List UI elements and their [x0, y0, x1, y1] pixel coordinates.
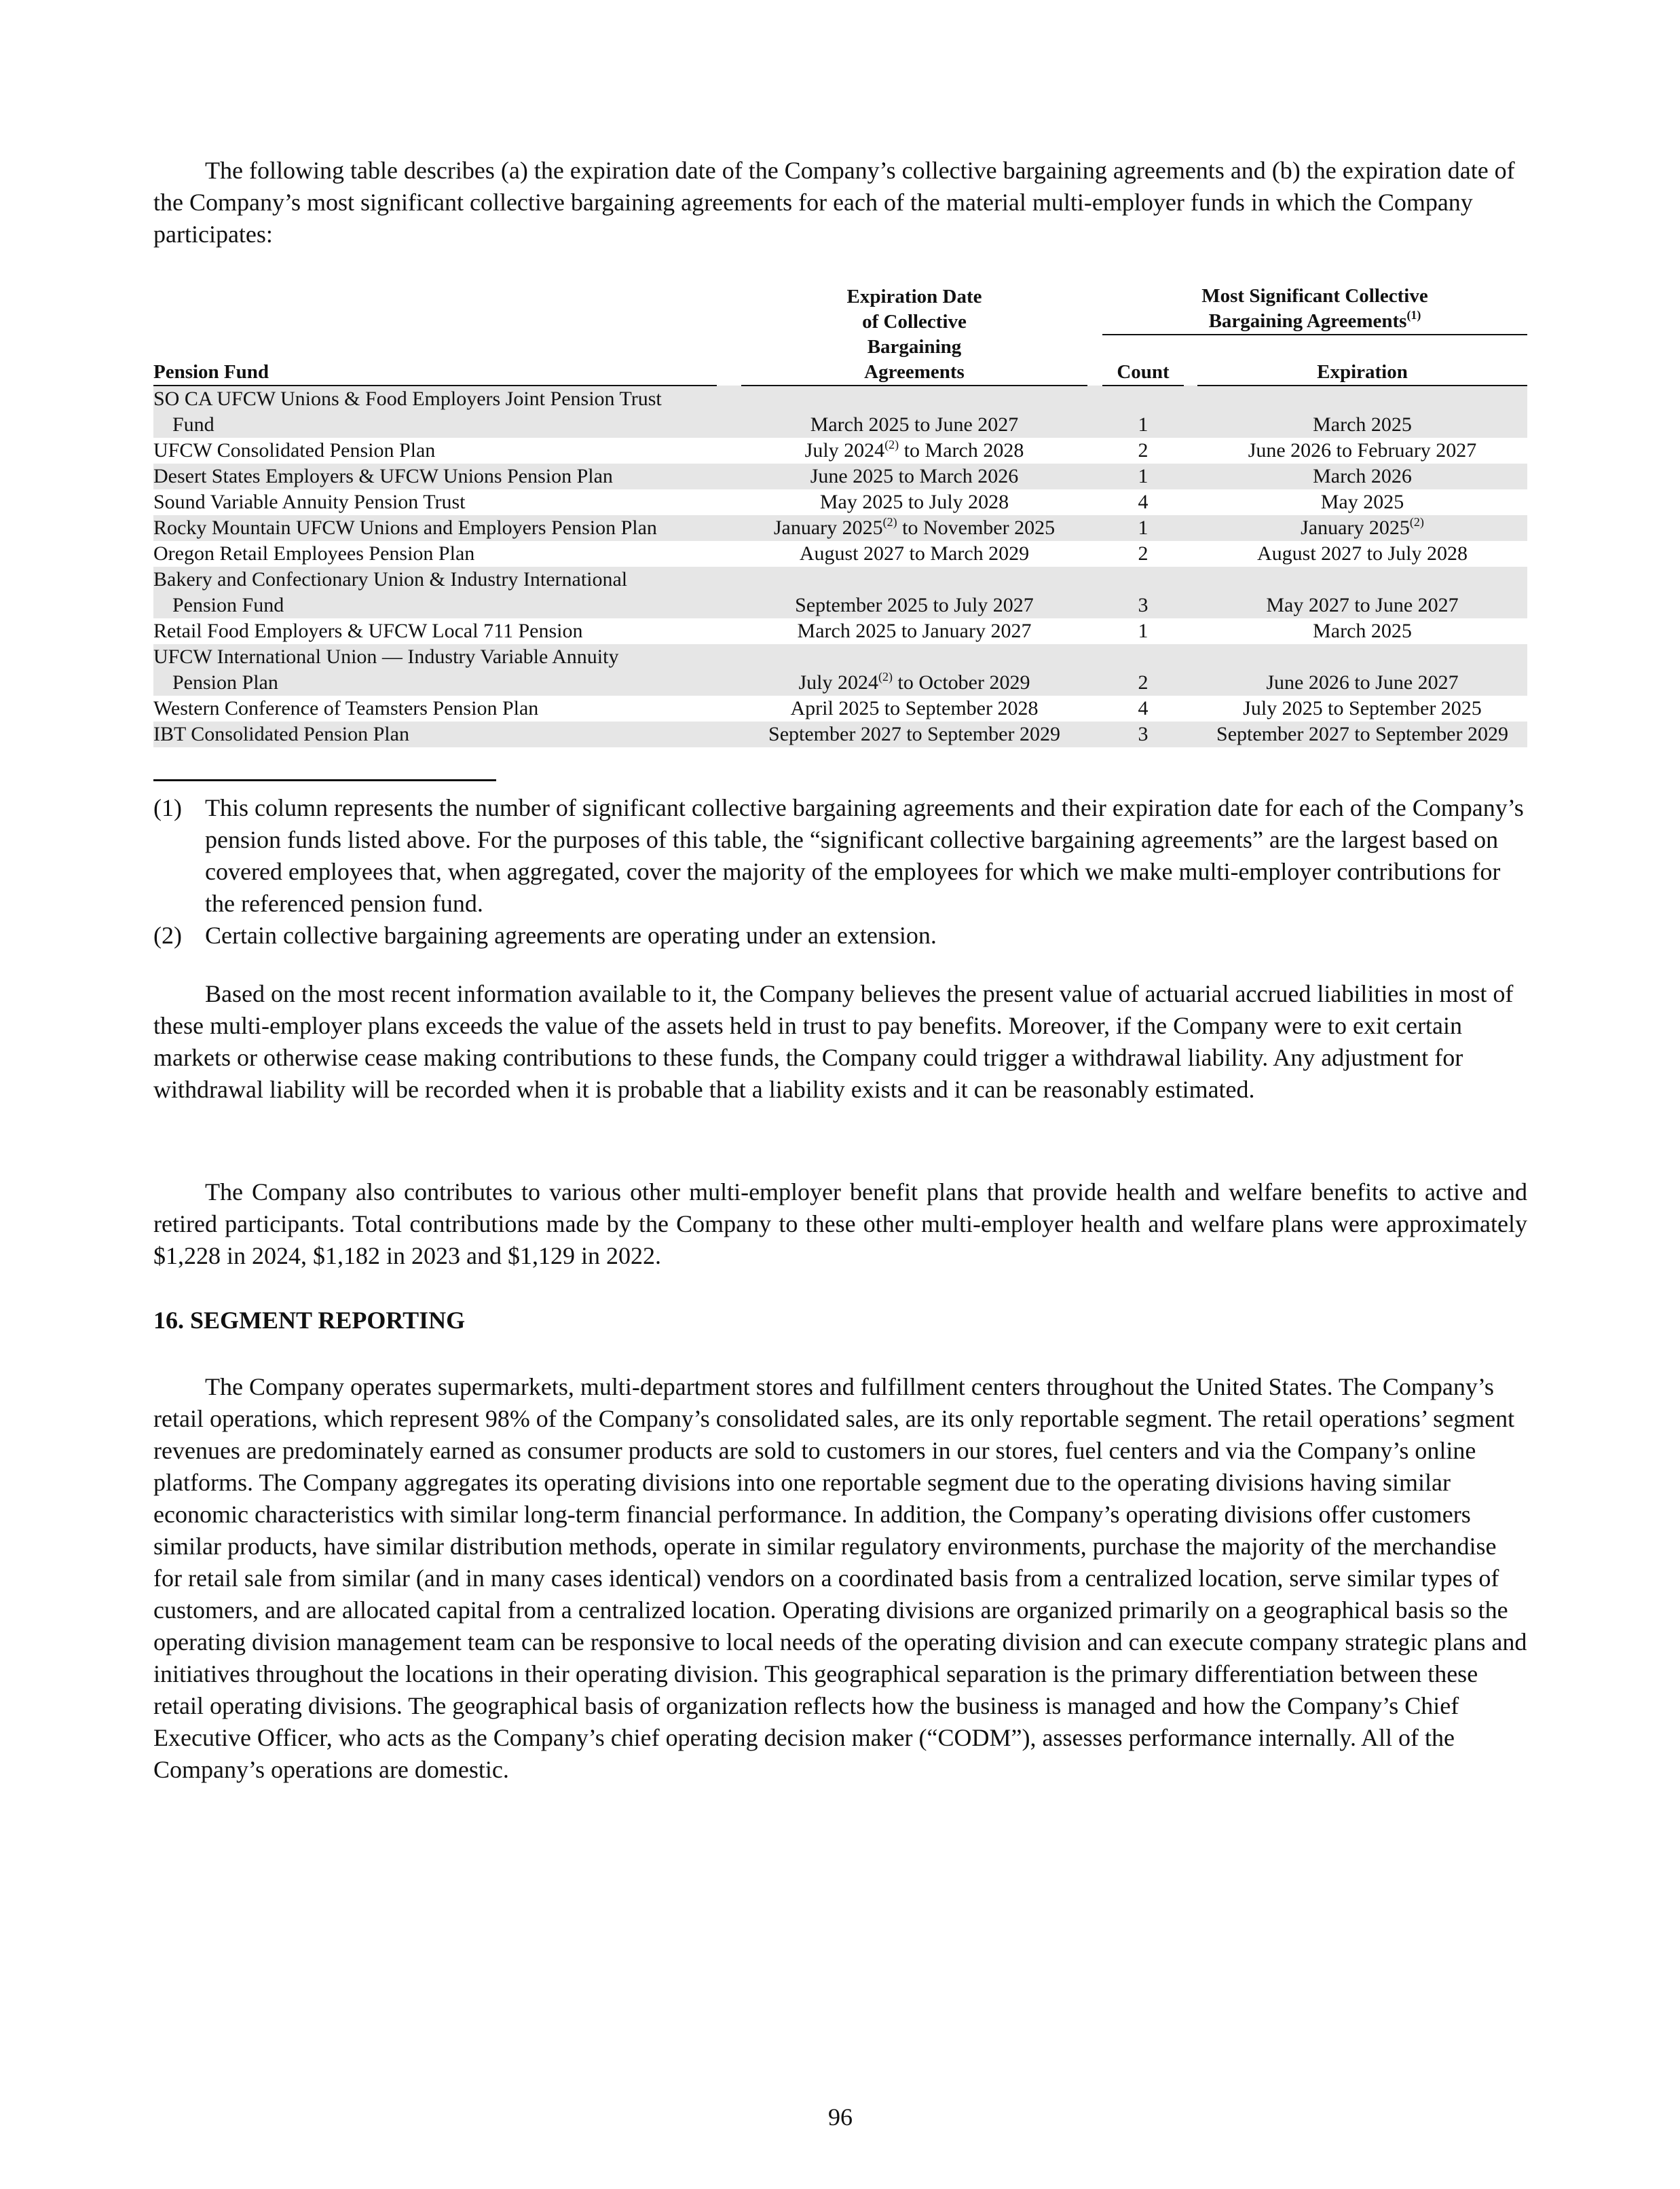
agreement-range: September 2027 to September 2029 [768, 723, 1060, 745]
table-row [153, 618, 1527, 644]
cell-expiration-range [741, 644, 1087, 696]
cell-significant-expiration [1197, 696, 1527, 722]
fund-name: Sound Variable Annuity Pension Trust [153, 491, 466, 513]
cell-pension-fund [153, 386, 717, 438]
cell-expiration-range [741, 696, 1087, 722]
cell-pension-fund [153, 541, 717, 567]
significant-expiration: May 2027 to June 2027 [1266, 594, 1459, 616]
cell-pension-fund [153, 489, 717, 515]
significant-expiration-footnote-ref: (2) [1409, 515, 1424, 529]
page-number: 96 [828, 2103, 853, 2131]
cell-pension-fund [153, 644, 717, 696]
cell-significant-expiration [1197, 541, 1527, 567]
cell-pension-fund [153, 567, 717, 618]
agreement-range: September 2025 to July 2027 [795, 594, 1034, 616]
cell-pension-fund [153, 696, 717, 722]
agreement-range-start: January 2025 [773, 517, 883, 539]
cell-significant-expiration [1197, 438, 1527, 464]
cell-expiration-range [741, 722, 1087, 747]
agreement-range: August 2027 to March 2029 [799, 542, 1030, 565]
cell-expiration-range [741, 541, 1087, 567]
table-row [153, 567, 1527, 618]
cell-pension-fund [153, 438, 717, 464]
cell-significant-expiration [1197, 618, 1527, 644]
header-most-significant [1102, 284, 1527, 335]
significant-expiration: May 2025 [1320, 491, 1404, 513]
footnote-2-text: Certain collective bargaining agreements are operating under an extension. [205, 922, 937, 949]
footnotes [153, 792, 1527, 952]
fund-name: SO CA UFCW Unions & Food Employers Joint Pension Trust [153, 388, 662, 410]
cell-significant-expiration [1197, 644, 1527, 696]
segment-reporting-paragraph: The Company operates supermarkets, multi-department stores and fulfillment centers throughout the United States. The Company’s retail operations, which represent 98% of the Company’s consolidated sales, are its only reportable segment. The retail operations’ segment revenues are predominately earned as consumer products are sold to customers in our stores, fuel centers and via the Company’s online platforms. The Company aggregates its operating divisions into one reportable segment due to the operating divisions having similar economic characteristics with similar long-term financial performance. In addition, the Company’s operating divisions offer customers similar products, have similar distribution methods, operate in similar regulatory environments, purchase the majority of the merchandise for retail sale from similar (and in many cases identical) vendors on a coordinated basis from a centralized location, serve similar types of customers, and are allocated capital from a centralized location. Operating divisions are organized primarily on a geographical basis so the operating division management team can be responsive to local needs of the operating division and can execute company strategic plans and initiatives throughout the locations in their operating division. This geographical separation is the primary differentiation between these retail operating divisions. The geographical basis of organization reflects how the business is managed and how the Company’s Chief Executive Officer, who acts as the Company’s chief operating decision maker (“CODM”), assesses performance internally. All of the Company’s operations are domestic. [153, 1373, 1527, 1783]
agreement-range: June 2025 to March 2026 [810, 465, 1019, 487]
footnote-divider [153, 779, 496, 781]
intro-paragraph: The following table describes (a) the expiration date of the Company’s collective bargaining agreements and (b) the expiration date of the Company’s most significant collective bargaining agreements for each of the material multi-employer funds in which the Company participates: [153, 157, 1515, 248]
cell-count: 2 [1138, 439, 1149, 462]
cell-expiration-range [741, 464, 1087, 489]
footnote-1 [153, 792, 1527, 920]
cell-pension-fund [153, 618, 717, 644]
header-expiration: Expiration [1197, 335, 1527, 386]
agreement-range-end: to November 2025 [897, 517, 1056, 539]
fund-name: UFCW Consolidated Pension Plan [153, 439, 436, 462]
header-expiration-date [741, 284, 1087, 335]
table-row [153, 515, 1527, 541]
cell-expiration-range [741, 567, 1087, 618]
fund-name: Oregon Retail Employees Pension Plan [153, 542, 475, 565]
fund-name: IBT Consolidated Pension Plan [153, 723, 409, 745]
significant-expiration: June 2026 to June 2027 [1266, 671, 1459, 694]
agreement-range-end: to October 2029 [893, 671, 1030, 694]
fund-name-continued: Pension Plan [172, 671, 278, 694]
header-expiration-date-lower [741, 335, 1087, 386]
agreement-range-footnote-ref: (2) [878, 670, 893, 684]
table-row [153, 489, 1527, 515]
table-row [153, 464, 1527, 489]
fund-name: Western Conference of Teamsters Pension Plan [153, 697, 539, 719]
table-row [153, 644, 1527, 696]
fund-name: Retail Food Employers & UFCW Local 711 Pension [153, 620, 583, 642]
pension-fund-table-body [153, 386, 1527, 747]
agreement-range: March 2025 to January 2027 [797, 620, 1032, 642]
cell-expiration-range [741, 515, 1087, 541]
cell-significant-expiration [1197, 567, 1527, 618]
cell-significant-expiration [1197, 489, 1527, 515]
agreement-range-footnote-ref: (2) [882, 515, 897, 529]
cell-pension-fund [153, 464, 717, 489]
cell-significant-expiration [1197, 515, 1527, 541]
cell-pension-fund [153, 722, 717, 747]
cell-significant-expiration [1197, 464, 1527, 489]
cell-significant-expiration [1197, 722, 1527, 747]
cell-expiration-range [741, 438, 1087, 464]
cell-pension-fund [153, 515, 717, 541]
agreement-range-start: July 2024 [798, 671, 879, 694]
agreement-range: May 2025 to July 2028 [819, 491, 1009, 513]
cell-count: 2 [1138, 542, 1149, 565]
table-row [153, 438, 1527, 464]
health-welfare-paragraph: The Company also contributes to various other multi-employer benefit plans that provide health and welfare benefits to active and retired participants. Total contributions made by the Company to these other multi-employer health and welfare plans were approximately $1,228 in 2024, $1,182 in 2023 and $1,129 in 2022. [153, 1178, 1527, 1269]
agreement-range-footnote-ref: (2) [884, 438, 899, 451]
significant-expiration: June 2026 to February 2027 [1248, 439, 1477, 462]
cell-expiration-range [741, 386, 1087, 438]
header-pension-fund: Pension Fund [153, 335, 717, 386]
cell-count: 4 [1138, 697, 1149, 719]
table-row [153, 386, 1527, 438]
header-count: Count [1102, 335, 1184, 386]
agreement-range: March 2025 to June 2027 [810, 413, 1019, 436]
significant-expiration: March 2025 [1313, 620, 1412, 642]
footnote-1-text: This column represents the number of significant collective bargaining agreements and their expiration date for each of the Company’s pension funds listed above. For the purposes of this table, the “significant collective bargaining agreements” are the largest based on covered employees that, when aggregated, cover the majority of the employees for which we make multi-employer contributions for the referenced pension fund. [205, 794, 1524, 917]
table-row [153, 541, 1527, 567]
fund-name: Bakery and Confectionary Union & Industry International [153, 568, 628, 591]
footnote-2-number: (2) [153, 922, 182, 949]
agreement-range: April 2025 to September 2028 [790, 697, 1039, 719]
pension-fund-table-wrapper [153, 284, 1527, 747]
significant-expiration: August 2027 to July 2028 [1256, 542, 1468, 565]
significant-expiration: January 2025 [1301, 517, 1410, 539]
cell-significant-expiration [1197, 386, 1527, 438]
header-expiration-line-2: of Collective [862, 311, 967, 333]
cell-expiration-range [741, 618, 1087, 644]
table-header-row-3 [153, 335, 1527, 386]
cell-count: 1 [1102, 464, 1184, 489]
cell-count: 1 [1102, 386, 1184, 438]
footnote-1-number: (1) [153, 794, 182, 821]
cell-count: 4 [1138, 491, 1149, 513]
pension-fund-table [153, 284, 1527, 747]
fund-name-continued: Fund [172, 413, 214, 436]
header-group-line-2: Bargaining Agreements [1208, 310, 1407, 332]
header-expiration-line-1: Expiration Date [846, 286, 982, 307]
agreement-range-start: July 2024 [804, 439, 885, 462]
table-row [153, 722, 1527, 747]
fund-name-continued: Pension Fund [172, 594, 284, 616]
header-group-footnote-ref: (1) [1406, 308, 1421, 322]
header-expiration-line-3: Bargaining [867, 336, 962, 358]
header-expiration-line-4: Agreements [864, 361, 965, 383]
fund-name: Rocky Mountain UFCW Unions and Employers Pension Plan [153, 517, 657, 539]
fund-name: Desert States Employers & UFCW Unions Pension Plan [153, 465, 613, 487]
table-row [153, 696, 1527, 722]
section-heading: 16. SEGMENT REPORTING [153, 1307, 466, 1334]
cell-count: 3 [1102, 567, 1184, 618]
cell-count: 1 [1138, 620, 1149, 642]
cell-count: 3 [1102, 722, 1184, 747]
cell-count: 1 [1102, 515, 1184, 541]
significant-expiration: March 2025 [1313, 413, 1412, 436]
footnote-2 [153, 920, 1527, 952]
cell-count: 2 [1102, 644, 1184, 696]
significant-expiration: July 2025 to September 2025 [1243, 697, 1482, 719]
fund-name: UFCW International Union — Industry Variable Annuity [153, 646, 619, 668]
header-group-line-1: Most Significant Collective [1201, 285, 1428, 307]
significant-expiration: March 2026 [1313, 465, 1412, 487]
agreement-range-end: to March 2028 [899, 439, 1024, 462]
significant-expiration: September 2027 to September 2029 [1216, 723, 1508, 745]
cell-expiration-range [741, 489, 1087, 515]
withdrawal-liability-paragraph: Based on the most recent information available to it, the Company believes the present value of actuarial accrued liabilities in most of these multi-employer plans exceeds the value of the assets held in trust to pay benefits. Moreover, if the Company were to exit certain markets or otherwise cease making contributions to these funds, the Company could trigger a withdrawal liability. Any adjustment for withdrawal liability will be recorded when it is probable that a liability exists and it can be reasonably estimated. [153, 980, 1514, 1103]
